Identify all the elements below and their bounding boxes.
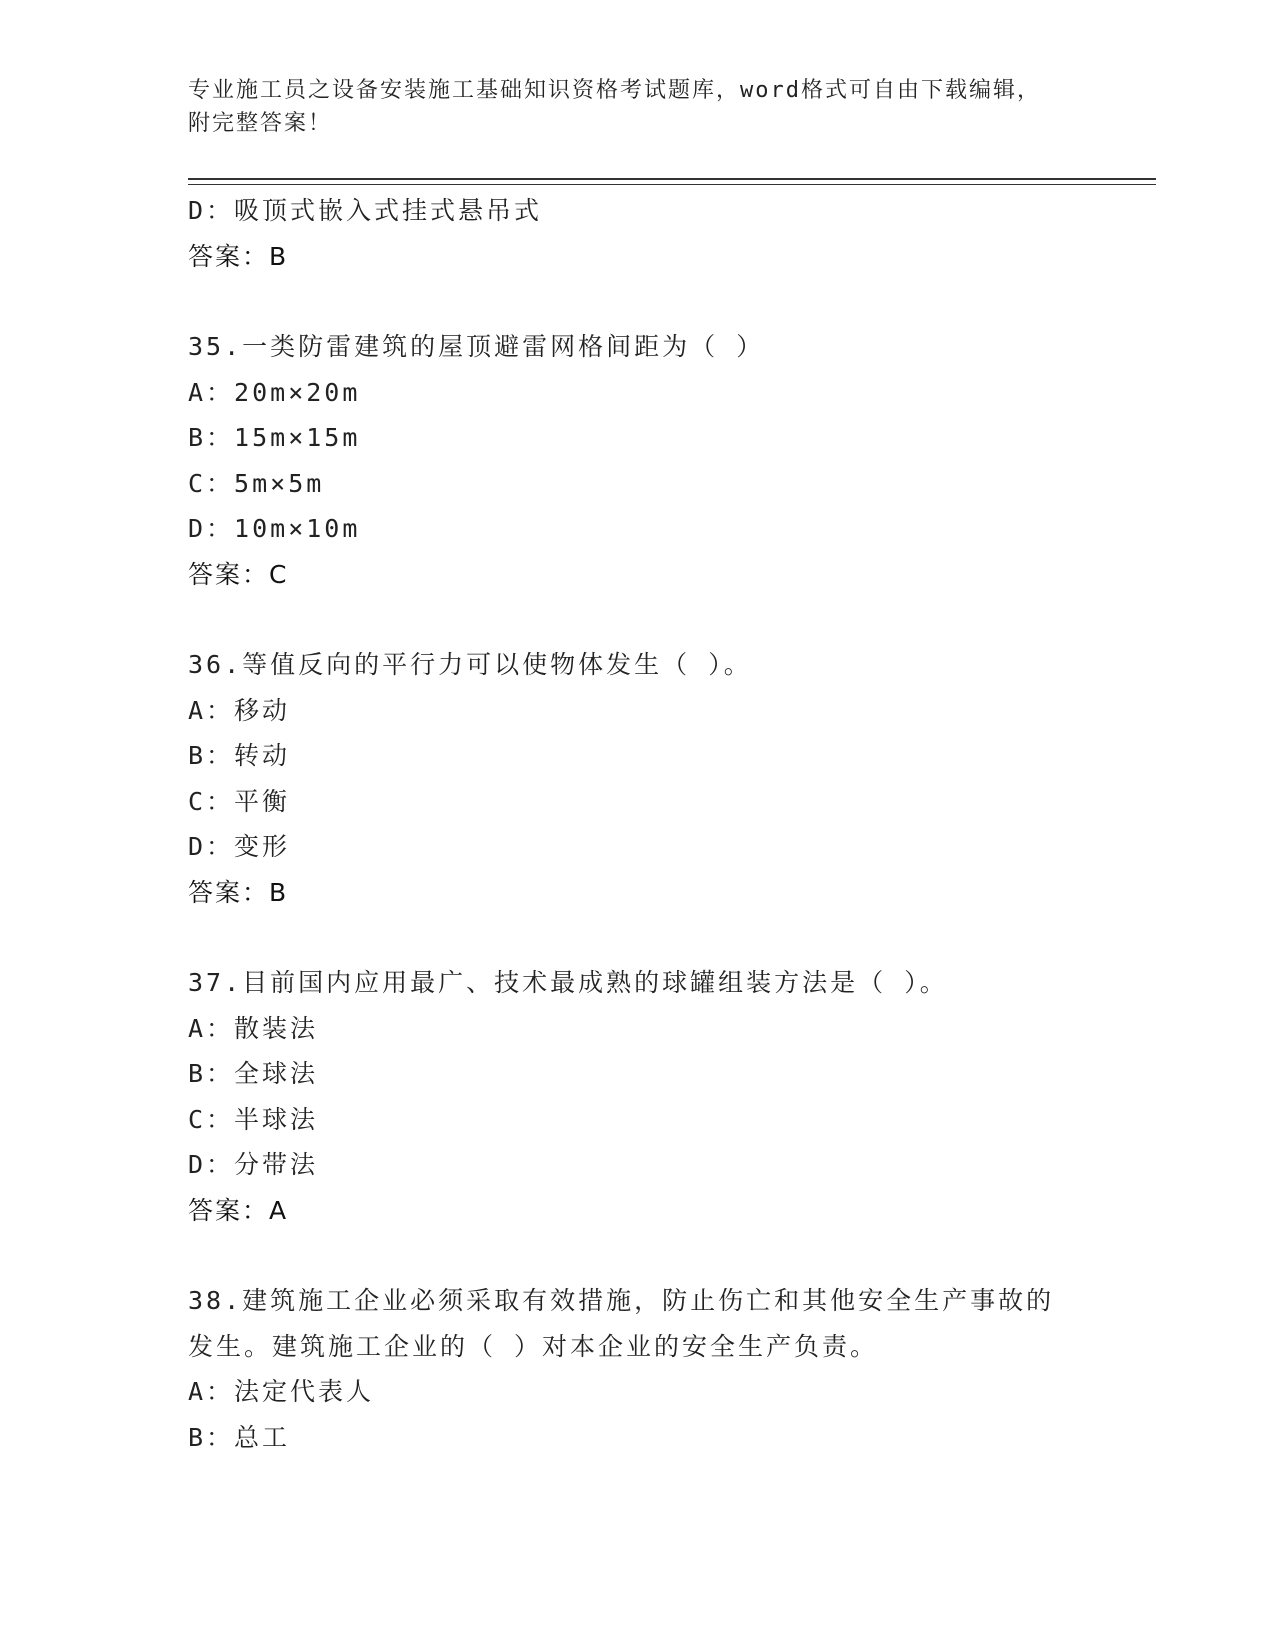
- option-c: C：5m×5m: [188, 468, 325, 498]
- question-stem-line-1: 38.建筑施工企业必须采取有效措施，防止伤亡和其他安全生产事故的: [188, 1286, 1055, 1315]
- option-d: D：变形: [188, 832, 291, 861]
- answer-line: 答案：B: [188, 877, 289, 907]
- option-a: A：20m×20m: [188, 377, 361, 407]
- question-38: [188, 1278, 1088, 1460]
- option-b: B：全球法: [188, 1059, 319, 1088]
- spacer: [188, 1233, 1088, 1278]
- option-a: A：法定代表人: [188, 1377, 375, 1406]
- header-title-line-2: 附完整答案！: [188, 111, 333, 136]
- question-36: [188, 642, 1088, 915]
- option-b: B：总工: [188, 1422, 291, 1452]
- question-stem: 37.目前国内应用最广、技术最成熟的球罐组装方法是（ ）。: [188, 968, 948, 997]
- spacer: [188, 279, 1088, 324]
- header-title-line-1: 专业施工员之设备安装施工基础知识资格考试题库，word格式可自由下载编辑，: [188, 78, 1041, 103]
- option-d: D：10m×10m: [188, 514, 361, 543]
- option-a: A：移动: [188, 695, 291, 725]
- question-list: [188, 188, 1088, 1460]
- answer-line: 答案：B: [188, 241, 289, 271]
- option-a: A：散装法: [188, 1013, 319, 1043]
- header-divider-thick: [188, 178, 1156, 180]
- option-d: D：分带法: [188, 1150, 319, 1179]
- spacer: [188, 597, 1088, 642]
- option-b: B：转动: [188, 741, 291, 770]
- question-35: [188, 324, 1088, 597]
- document-header: [188, 74, 1088, 140]
- option-b: B：15m×15m: [188, 423, 361, 452]
- header-divider-thin: [188, 184, 1156, 185]
- question-stem: 35.一类防雷建筑的屋顶避雷网格间距为（ ）: [188, 332, 765, 361]
- answer-line: 答案：C: [188, 559, 289, 589]
- spacer: [188, 915, 1088, 960]
- answer-line: 答案：A: [188, 1195, 289, 1225]
- option-c: C：半球法: [188, 1104, 319, 1134]
- option-c: C：平衡: [188, 786, 291, 816]
- option-d: D：吸顶式嵌入式挂式悬吊式: [188, 196, 543, 225]
- question-stem: 36.等值反向的平行力可以使物体发生（ ）。: [188, 650, 752, 679]
- question-stem-line-2: 发生。建筑施工企业的（ ）对本企业的安全生产负责。: [188, 1331, 879, 1361]
- question-37: [188, 960, 1088, 1233]
